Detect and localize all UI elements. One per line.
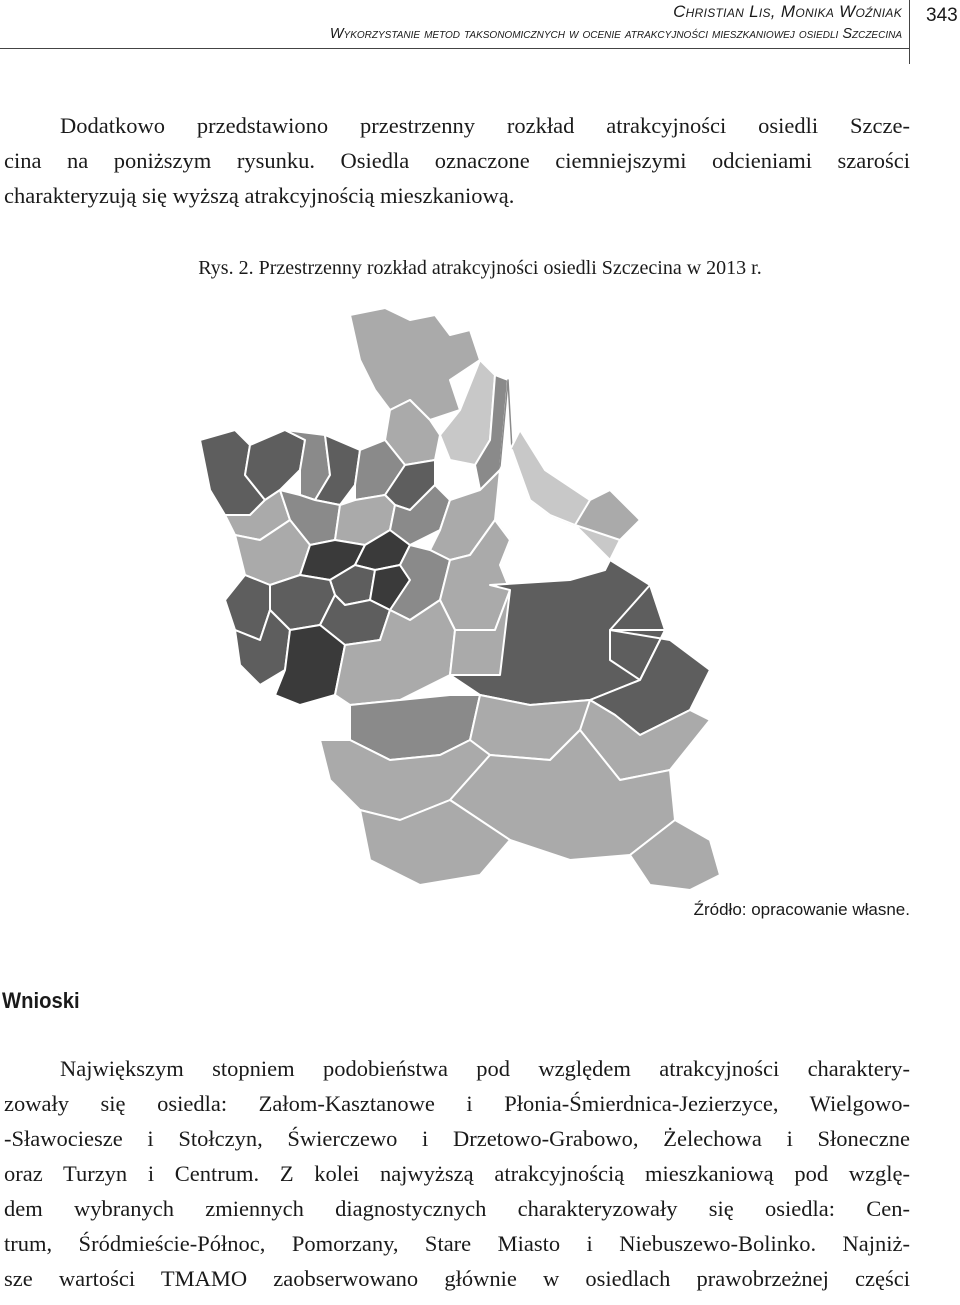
figure-caption: Rys. 2. Przestrzenny rozkład atrakcyjności osiedli Szczecina w 2013 r. xyxy=(198,257,762,279)
conclusions-line: dem wybranych zmiennych diagnostycznych charakteryzowały się osiedla: Cen- xyxy=(4,1196,910,1221)
section-heading: Wnioski xyxy=(2,988,80,1013)
conclusions-line: sze wartości TMAMO zaobserwowano głównie w osiedlach prawobrzeżnej części xyxy=(4,1266,910,1291)
district-map xyxy=(150,300,730,890)
page-number: 343 xyxy=(926,5,958,26)
running-head-title: Wykorzystanie metod taksonomicznych w ocenie atrakcyjności mieszkaniowej osiedli Szczecina xyxy=(329,26,902,42)
running-head-authors: Christian Lis, Monika Woźniak xyxy=(673,2,902,21)
conclusions-line: zowały się osiedla: Załom-Kasztanowe i Płonia-Śmierdnica-Jezierzyce, Wielgowo- xyxy=(4,1091,910,1116)
figure-source: Źródło: opracowanie własne. xyxy=(693,900,910,919)
conclusions-line: Największym stopniem podobieństwa pod względem atrakcyjności charaktery- xyxy=(60,1056,910,1081)
running-head xyxy=(0,0,960,60)
intro-line: cina na poniższym rysunku. Osiedla oznaczone ciemniejszymi odcieniami szarości xyxy=(4,148,910,173)
conclusions-paragraph xyxy=(4,1051,910,1296)
intro-line: charakteryzują się wyższą atrakcyjnością mieszkaniową. xyxy=(4,183,515,208)
intro-line: Dodatkowo przedstawiono przestrzenny rozkład atrakcyjności osiedli Szcze- xyxy=(60,113,910,138)
header-rule-vertical xyxy=(909,0,910,64)
header-rule-horizontal xyxy=(0,48,909,49)
map-district xyxy=(350,308,480,420)
conclusions-line: oraz Turzyn i Centrum. Z kolei najwyższą atrakcyjnością mieszkaniową pod wzglę- xyxy=(4,1161,910,1186)
conclusions-line: trum, Śródmieście-Północ, Pomorzany, Stare Miasto i Niebuszewo-Bolinko. Najniż- xyxy=(4,1231,910,1256)
conclusions-line: -Sławociesze i Stołczyn, Świerczewo i Drzetowo-Grabowo, Żelechowa i Słoneczne xyxy=(4,1126,910,1151)
intro-paragraph xyxy=(4,108,910,213)
